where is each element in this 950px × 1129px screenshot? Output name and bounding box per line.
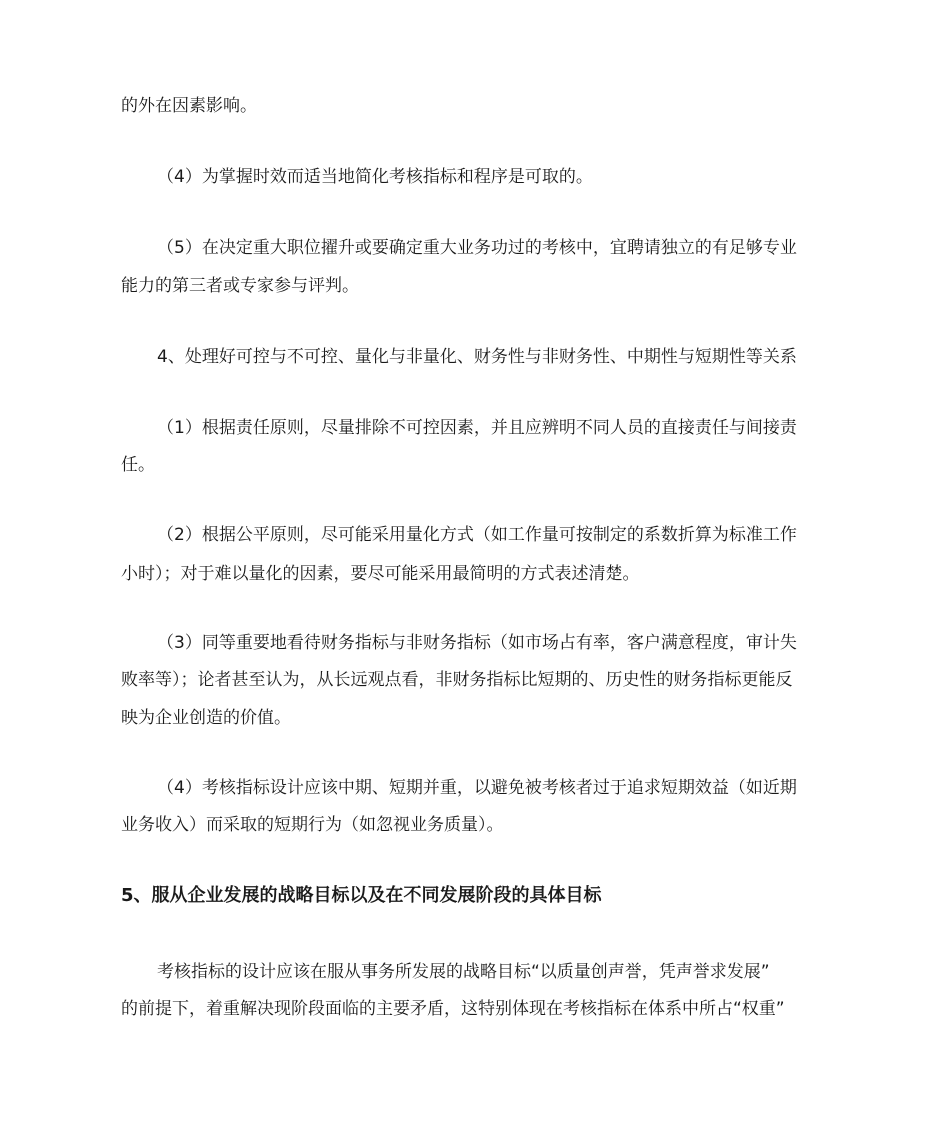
section-4-item-1-line-2: 任。 — [121, 455, 155, 475]
section-4-heading: 4、处理好可控与不可控、量化与非量化、财务性与非财务性、中期性与短期性等关系 — [157, 347, 797, 367]
section-4-item-2-line-2: 小时）；对于难以量化的因素，要尽可能采用最简明的方式表述清楚。 — [121, 564, 640, 584]
section-4-item-1-line-1: （1）根据责任原则，尽量排除不可控因素，并且应辨明不同人员的直接责任与间接责 — [157, 418, 797, 438]
section-5-paragraph-line-2: 的前提下，着重解决现阶段面临的主要矛盾，这特别体现在考核指标在体系中所占“权重” — [121, 999, 785, 1019]
section-4-item-3-line-2: 败率等）；论者甚至认为，从长远观点看，非财务指标比短期的、历史性的财务指标更能反 — [121, 670, 793, 690]
section-4-item-4-line-1: （4）考核指标设计应该中期、短期并重，以避免被考核者过于追求短期效益（如近期 — [157, 778, 797, 798]
section-4-item-3-line-1: （3）同等重要地看待财务指标与非财务指标（如市场占有率，客户满意程度，审计失 — [157, 633, 797, 653]
item-5-line-2: 能力的第三者或专家参与评判。 — [121, 276, 359, 296]
section-4-item-2-line-1: （2）根据公平原则，尽可能采用量化方式（如工作量可按制定的系数折算为标准工作 — [157, 525, 797, 545]
item-4-timeliness: （4）为掌握时效而适当地简化考核指标和程序是可取的。 — [157, 167, 593, 187]
section-5-heading: 5、服从企业发展的战略目标以及在不同发展阶段的具体目标 — [121, 885, 602, 906]
section-4-item-3-line-3: 映为企业创造的价值。 — [121, 708, 291, 728]
item-5-line-1: （5）在决定重大职位擢升或要确定重大业务功过的考核中，宜聘请独立的有足够专业 — [157, 238, 797, 258]
section-4-item-4-line-2: 业务收入）而采取的短期行为（如忽视业务质量）。 — [121, 815, 504, 835]
section-5-paragraph-line-1: 考核指标的设计应该在服从事务所发展的战略目标“以质量创声誉，凭声誉求发展” — [157, 962, 770, 982]
text-line-continuation: 的外在因素影响。 — [121, 96, 257, 116]
